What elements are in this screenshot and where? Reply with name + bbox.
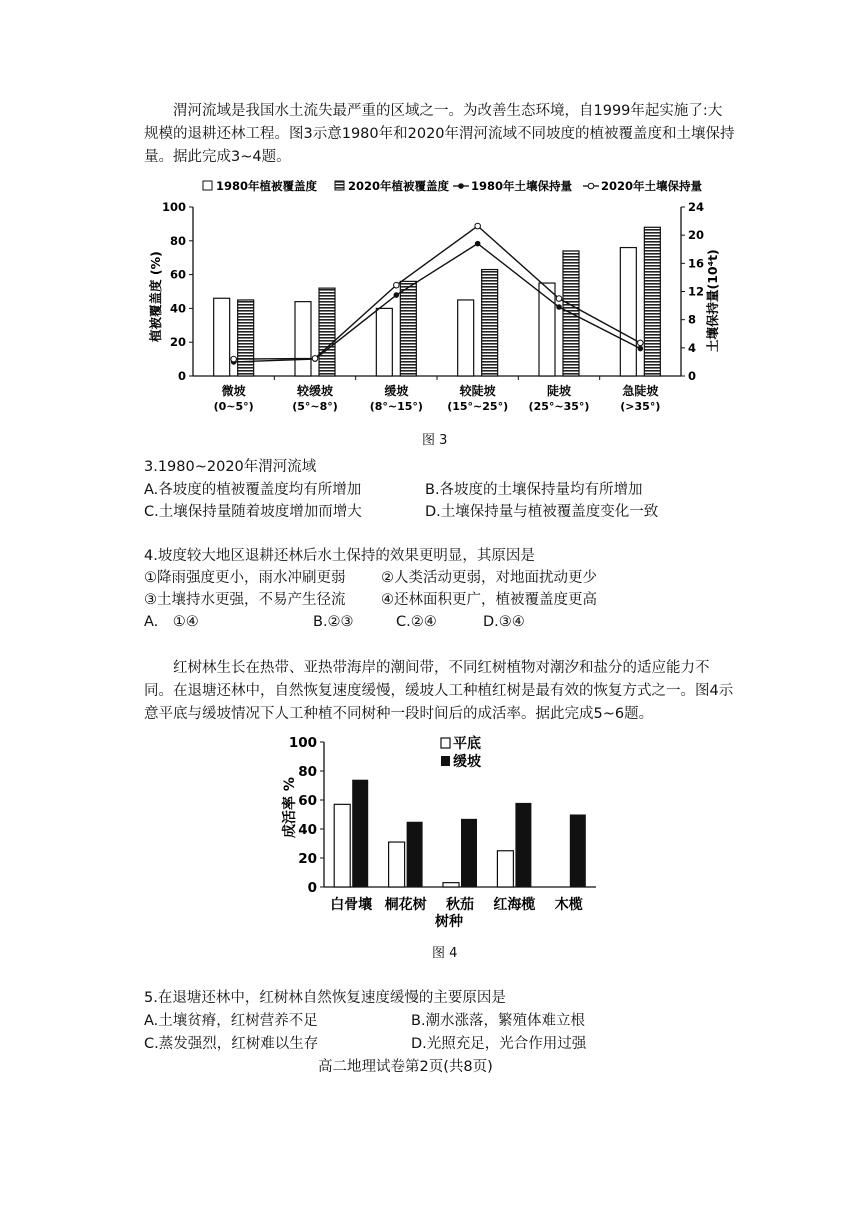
fig3-y-right-label: 土壤保持量(10⁴t) [705,249,720,352]
fig3-category-range: (0~5°) [213,400,254,413]
fig3-point-1980-soil [475,241,481,247]
fig4-category-label: 桐花树 [384,897,427,913]
question-4-option-a[interactable]: A. ①④ [144,614,199,630]
fig3-point-2020-soil [394,282,400,288]
question-5-option-d[interactable]: D.光照充足，光合作用过强 [411,1036,587,1052]
fig3-bar-2020-cover [482,270,498,376]
fig3-point-2020-soil [638,340,644,346]
fig4-category-label: 木榄 [554,897,583,913]
fig3-legend [203,179,703,193]
question-3-option-c[interactable]: C.土壤保持量随着坡度增加而增大 [144,504,362,520]
fig4-x-label: 树种 [435,914,463,930]
fig4-bar-flat [443,883,459,887]
fig3-bar-1980-cover [295,302,311,376]
fig4-y-tick-label: 80 [298,764,317,780]
fig3-category-label: 急陡坡 [622,384,659,398]
fig3-legend-2020-soil: 2020年土壤保持量 [601,179,703,193]
intro-paragraph-1: 渭河流域是我国水土流失最严重的区域之一。为改善生态环境，自1999年起实施了:大规模的退耕还林工程。图3示意1980年和2020年渭河流域不同坡度的植被覆盖度和土壤保持量。据此完成3~4题。 [144,103,735,165]
figure-4-caption: 图 4 [432,946,458,961]
fig4-legend [441,735,482,770]
fig3-category-label: 陡坡 [546,384,572,398]
figure-3-chart [0,172,867,432]
question-3-option-a[interactable]: A.各坡度的植被覆盖度均有所增加 [144,482,362,498]
fig4-category-label: 白骨壤 [330,897,373,913]
fig3-point-2020-soil [556,296,562,302]
page-footer: 高二地理试卷第2页(共8页) [318,1059,493,1075]
figure-3-caption: 图 3 [422,433,448,448]
fig3-category-range: (8°~15°) [369,400,423,413]
fig4-bar-slope [352,780,368,887]
fig3-left-tick-label: 100 [161,200,186,214]
fig4-bar-flat [497,851,513,887]
fig4-category-label: 红海榄 [493,897,536,913]
question-4-option-d[interactable]: D.③④ [483,614,525,630]
fig4-y-label: 成活率 % [282,777,298,838]
question-5-option-a[interactable]: A.土壤贫瘠，红树营养不足 [144,1013,318,1029]
fig3-category-label: 缓坡 [384,384,409,398]
fig3-right-tick-label: 12 [688,284,705,299]
question-5-option-c[interactable]: C.蒸发强烈，红树难以生存 [144,1036,319,1052]
question-4-statement-2: ②人类活动更弱，对地面扰动更少 [381,570,597,586]
fig3-category-label: 较陡坡 [459,384,496,398]
question-3-option-d[interactable]: D.土壤保持量与植被覆盖度变化一致 [425,504,659,520]
fig4-legend-flat: 平底 [453,736,481,752]
question-3-stem: 3.1980~2020年渭河流域 [144,459,317,475]
fig3-bar-1980-cover [620,248,636,376]
fig3-bar-2020-cover [400,281,416,376]
fig3-bar-1980-cover [458,300,474,376]
fig3-category-range: (15°~25°) [447,400,509,413]
fig3-right-tick-label: 16 [688,256,705,271]
fig4-bar-flat [389,842,405,887]
question-4-stem: 4.坡度较大地区退耕还林后水土保持的效果更明显，其原因是 [144,548,535,564]
fig3-bar-2020-cover [238,300,254,376]
fig3-bar-2020-cover [644,227,660,376]
fig3-legend-2020-cover: 2020年植被覆盖度 [348,179,450,193]
fig3-left-tick-label: 80 [169,233,186,248]
fig4-bar-slope [407,822,423,887]
fig4-bar-slope [570,815,586,888]
fig3-legend-1980-soil: 1980年土壤保持量 [471,179,573,193]
fig3-right-tick-label: 8 [688,312,697,327]
fig4-y-tick-label: 100 [288,735,317,751]
question-5-option-b[interactable]: B.潮水涨落，繁殖体难立根 [411,1013,586,1029]
fig3-point-2020-soil [312,356,318,362]
fig3-y-left-label: 植被覆盖度 (%) [148,251,163,342]
fig3-right-tick-label: 4 [688,340,697,355]
question-5-stem: 5.在退塘还林中，红树林自然恢复速度缓慢的主要原因是 [144,990,506,1006]
fig3-point-1980-soil [394,292,400,298]
fig4-bar-slope [515,803,531,887]
figure-4-chart [0,730,867,940]
fig3-bar-1980-cover [376,308,392,376]
fig3-left-tick-label: 60 [169,267,186,282]
fig3-right-tick-label: 20 [688,228,705,243]
question-4-option-b[interactable]: B.②③ [313,614,354,630]
fig4-y-tick-label: 40 [298,822,317,838]
intro-paragraph-2: 红树林生长在热带、亚热带海岸的潮间带，不同红树植物对潮汐和盐分的适应能力不同。在退塘还林中，自然恢复速度缓慢，缓坡人工种植红树是最有效的恢复方式之一。图4示意平底与缓坡情况下人工种植不同树种一段时间后的成活率。据此完成5~6题。 [144,660,734,722]
fig3-category-label: 较缓坡 [296,384,334,398]
fig3-category-range: (5°~8°) [292,400,338,413]
question-4-statement-4: ④还林面积更广，植被覆盖度更高 [381,592,597,608]
fig4-bar-flat [334,804,350,887]
fig3-bar-1980-cover [214,298,230,376]
fig3-category-label: 微坡 [221,384,246,398]
question-4-option-c[interactable]: C.②④ [396,614,437,630]
fig3-bar-2020-cover [319,288,335,376]
fig4-bar-slope [461,819,477,887]
fig3-point-2020-soil [231,356,237,362]
fig3-right-tick-label: 24 [688,200,705,214]
fig4-y-tick-label: 0 [307,880,317,896]
fig3-point-1980-soil [638,346,644,352]
fig3-left-tick-label: 20 [169,335,186,350]
fig3-right-tick-label: 0 [688,369,697,383]
question-3-option-b[interactable]: B.各坡度的土壤保持量均有所增加 [425,482,643,498]
fig4-y-tick-label: 60 [298,793,317,809]
question-4-statement-1: ①降雨强度更小，雨水冲刷更弱 [144,570,346,586]
fig3-category-range: (>35°) [620,400,661,413]
fig3-point-1980-soil [556,304,562,310]
fig3-left-tick-label: 0 [177,369,186,383]
fig3-left-tick-label: 40 [169,301,186,316]
question-4-statement-3: ③土壤持水更强，不易产生径流 [144,592,346,608]
fig3-point-2020-soil [475,223,481,229]
fig3-legend-1980-cover: 1980年植被覆盖度 [216,179,318,193]
fig4-y-tick-label: 20 [298,851,317,867]
fig4-category-label: 秋茄 [446,897,474,913]
fig4-legend-slope: 缓坡 [453,754,481,770]
fig3-category-range: (25°~35°) [528,400,590,413]
